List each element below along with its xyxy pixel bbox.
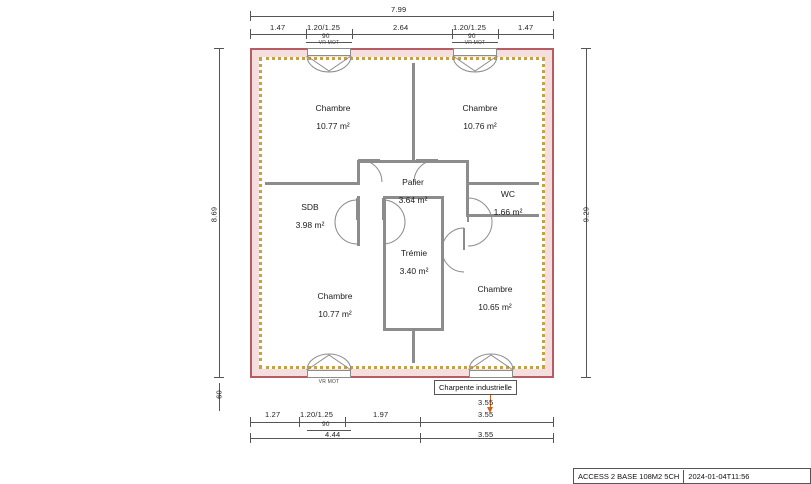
dim-tick [553, 29, 554, 39]
room-area: 10.65 m² [478, 302, 512, 312]
dim-bottom-total-left: 4.44 [325, 430, 341, 439]
title-block [573, 468, 811, 484]
room-name: Chambre [315, 103, 351, 113]
dim-line-bottom-totals [250, 438, 554, 439]
room-name: Chambre [462, 103, 498, 113]
room-name: Palier [402, 177, 424, 187]
dim-bottom-4: 3.55 [478, 410, 494, 419]
dim-line-left [219, 48, 220, 378]
dim-top-win2-90: 90 [468, 33, 476, 40]
room-area: 10.77 m² [318, 309, 352, 319]
room-sdb [275, 202, 345, 230]
window-top-left-swing [307, 56, 351, 72]
vr-tag-top-right: VR MOT [464, 40, 486, 46]
room-area: 10.76 m² [463, 121, 497, 131]
window-top-left [307, 48, 351, 56]
room-chambre-bottom-right [450, 284, 540, 312]
dim-line-bottom-chain1 [250, 422, 554, 423]
dim-line-top-chain1 [250, 34, 554, 35]
dim-right-total: 9.29 [581, 206, 591, 223]
dim-tick [581, 48, 591, 49]
window-bottom-right-swing [469, 354, 513, 370]
dim-top-1: 1.47 [270, 23, 286, 32]
dim-tick [214, 377, 224, 378]
room-area: 1.66 m² [493, 207, 523, 217]
room-area: 3.40 m² [399, 266, 429, 276]
window-bottom-left-swing [307, 354, 351, 370]
dim-bottom-60: 60 [214, 390, 224, 399]
dim-tick [250, 433, 251, 443]
room-tremie [379, 248, 449, 276]
dim-tick [345, 417, 346, 427]
window-bottom-left [307, 370, 351, 378]
room-palier [378, 177, 448, 205]
dim-tick [250, 417, 251, 427]
room-area: 3.98 m² [295, 220, 325, 230]
room-name: Trémie [400, 248, 428, 258]
dim-top-2: 1.20/1.25 [307, 23, 341, 32]
callout-charpente: Charpente industrielle [434, 380, 517, 395]
room-name: Chambre [317, 291, 353, 301]
dim-line-top-overall [250, 16, 554, 17]
dim-tick [214, 48, 224, 49]
dim-tick [250, 11, 251, 21]
room-area: 10.77 m² [316, 121, 350, 131]
dim-tick [581, 377, 591, 378]
dim-tick [498, 29, 499, 39]
dim-tick [420, 433, 421, 443]
room-name: Chambre [477, 284, 513, 294]
title-block-date: 2024-01-04T11:56 [683, 470, 753, 483]
dim-top-overall: 7.99 [391, 5, 407, 14]
title-block-project: ACCESS 2 BASE 108M2 5CH [578, 471, 680, 481]
dim-tick [553, 417, 554, 427]
window-top-right [453, 48, 497, 56]
vr-tag-top-left: VR MOT [318, 40, 340, 46]
dim-tick [420, 417, 421, 427]
dim-bottom-total-right: 3.55 [478, 430, 494, 439]
room-chambre-bottom-left [290, 291, 380, 319]
dim-bottom-3: 1.97 [373, 410, 389, 419]
window-bottom-right [469, 370, 513, 378]
room-chambre-top-left [288, 103, 378, 131]
dim-top-4: 1.20/1.25 [453, 23, 487, 32]
room-wc [473, 189, 543, 217]
room-name: SDB [301, 202, 319, 212]
dim-tick [352, 29, 353, 39]
dim-top-win1-90: 90 [322, 33, 330, 40]
dim-tick [553, 11, 554, 21]
dim-top-5: 1.47 [518, 23, 534, 32]
room-area: 3.64 m² [398, 195, 428, 205]
dim-tick [553, 433, 554, 443]
room-name: WC [500, 189, 516, 199]
callout-dim: 3.55 [478, 398, 494, 407]
dim-bottom-1: 1.27 [265, 410, 281, 419]
window-top-right-swing [453, 56, 497, 72]
dim-tick [250, 29, 251, 39]
room-chambre-top-right [435, 103, 525, 131]
dim-left-total: 8.69 [209, 206, 219, 223]
dim-top-3: 2.64 [393, 23, 409, 32]
vr-tag-bottom-left: VR MOT [318, 379, 340, 385]
dim-bottom-win-90: 90 [322, 421, 330, 428]
dim-bottom-2: 1.20/1.25 [300, 410, 334, 419]
